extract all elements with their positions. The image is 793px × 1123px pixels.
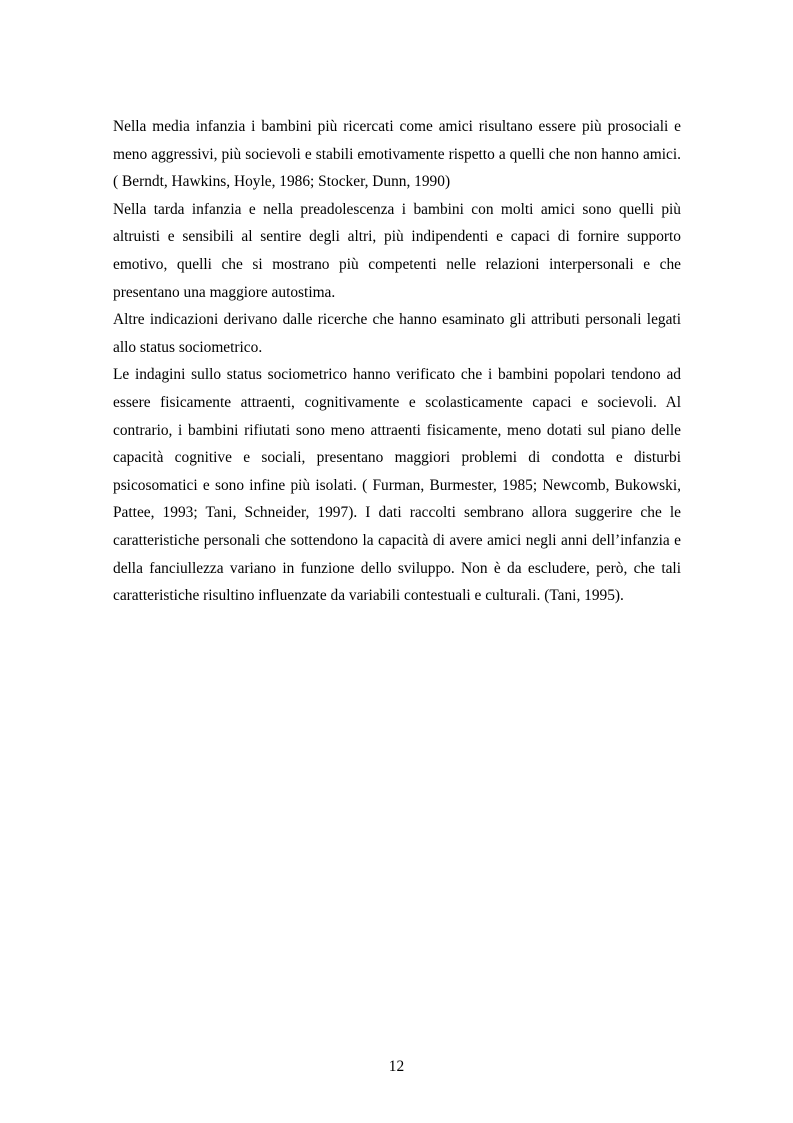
paragraph-tarda-infanzia: Nella tarda infanzia e nella preadolescenza i bambini con molti amici sono quelli più altruisti e sensibili al sentire degli altri, più indipendenti e capaci di fornire supporto emotivo, quelli che si mostrano più competenti nelle relazioni interpersonali e che presentano una maggiore autostima. bbox=[113, 200, 681, 301]
body-text bbox=[113, 113, 681, 610]
page-number: 12 bbox=[388, 1058, 405, 1075]
paragraph-altre-indicazioni: Altre indicazioni derivano dalle ricerche che hanno esaminato gli attributi personali legati allo status sociometrico. bbox=[113, 311, 681, 356]
paragraph-status-sociometrico: Le indagini sullo status sociometrico hanno verificato che i bambini popolari tendono ad essere fisicamente attraenti, cognitivamente e scolasticamente capaci e socievoli. Al contrario, i bambini rifiutati sono meno attraenti fisicamente, meno dotati sul piano delle capacità cognitive e sociali, presentano maggiori problemi di condotta e disturbi psicosomatici e sono infine più isolati. ( Furman, Burmester, 1985; Newcomb, Bukowski, Pattee, 1993; Tani, Schneider, 1997). I dati raccolti sembrano allora suggerire che le caratteristiche personali che sottendono la capacità di avere amici negli anni dell’infanzia e della fanciullezza variano in funzione dello sviluppo. Non è da escludere, però, che tali caratteristiche risultino influenzate da variabili contestuali e culturali. (Tani, 1995). bbox=[113, 366, 681, 605]
paragraph-media-infanzia: Nella media infanzia i bambini più ricercati come amici risultano essere più prosociali e meno aggressivi, più socievoli e stabili emotivamente rispetto a quelli che non hanno amici. ( Berndt, Hawkins, Hoyle, 1986; Stocker, Dunn, 1990) bbox=[113, 118, 681, 191]
